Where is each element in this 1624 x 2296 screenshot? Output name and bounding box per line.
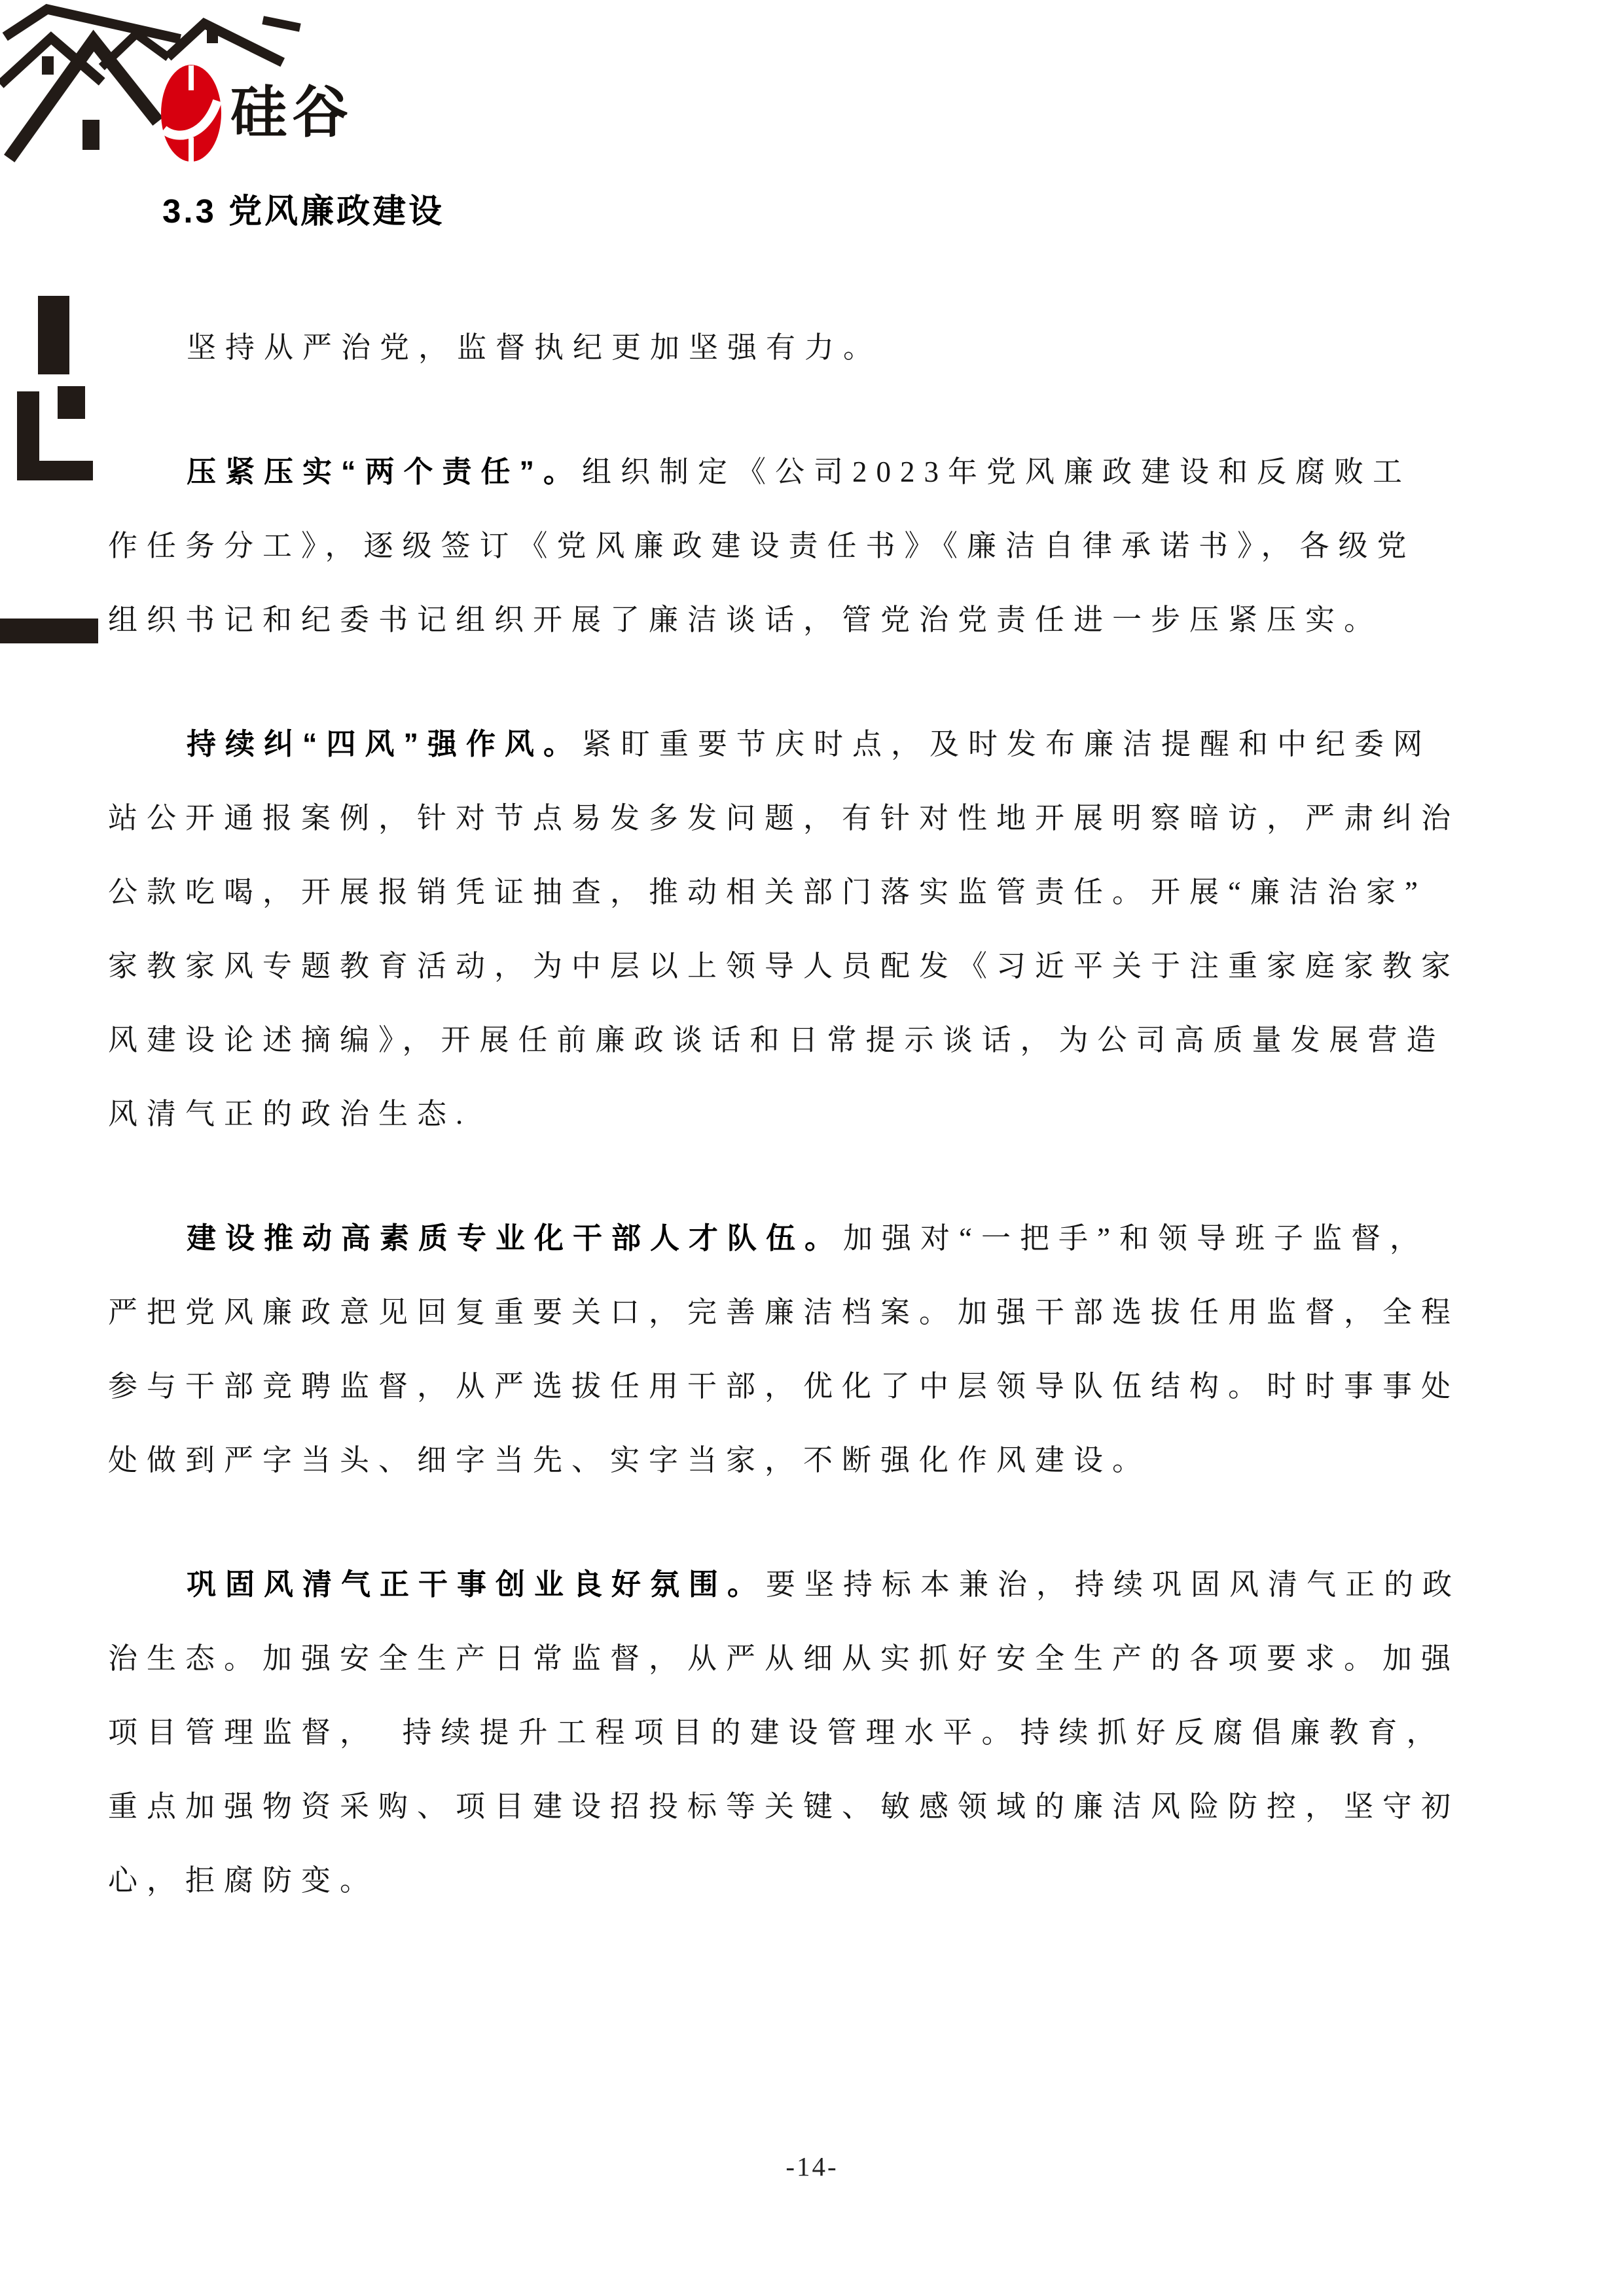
paragraph-text: 加强对“一把手”和领导班子监督， [843,1222,1428,1255]
paragraph-text: 紧盯重要节庆时点，及时发布廉洁提醒和中纪委网 [582,728,1432,761]
paragraph-text: 作任务分工》，逐级签订《党风廉政建设责任书》《廉洁自律承诺书》，各级党 [108,529,1416,562]
text-line [108,1018,1522,1092]
paragraph-lead-bold: 巩固风清气正干事创业良好氛围。 [187,1568,767,1601]
paragraph [108,326,1522,400]
text-line [108,1365,1522,1439]
paragraph-text: 坚持从严治党，监督执纪更加坚强有力。 [187,331,882,364]
paragraph-text: 公款吃喝，开展报销凭证抽查，推动相关部门落实监管责任。开展“廉洁治家” [108,876,1427,908]
text-line [108,1092,1522,1166]
page-number: -14- [785,2151,839,2181]
paragraph-text: 参与干部竞聘监督，从严选拔任用干部，优化了中层领导队伍结构。时时事事处 [108,1370,1460,1403]
paragraph-lead-bold: 持续纠“四风”强作风。 [187,727,583,761]
paragraph-text: 心，拒腐防变。 [108,1864,379,1897]
brand-name: 硅谷 [230,81,353,144]
text-line [108,598,1522,672]
paragraph [108,723,1522,1166]
chimney-2 [82,120,99,150]
text-line [108,1785,1522,1859]
logo-mark-l-foot [17,461,93,480]
text-line [108,1291,1522,1365]
logo-mark-block [38,296,69,374]
paragraph-text: 组织书记和纪委书记组织开展了廉洁谈话，管党治党责任进一步压紧压实。 [108,603,1383,636]
paragraph-text: 严把党风廉政意见回复重要关口，完善廉洁档案。加强干部选拔任用监督，全程 [108,1296,1460,1329]
paragraph [108,1563,1522,1933]
content [108,326,1522,1933]
paragraph-text: 重点加强物资采购、项目建设招投标等关键、敏感领域的廉洁风险防控，坚守初 [108,1790,1460,1823]
paragraph-lead-bold: 建设推动高素质专业化干部人才队伍。 [187,1221,844,1255]
paragraph [108,450,1522,672]
paragraph-text: 风建设论述摘编》，开展任前廉政谈话和日常提示谈话，为公司高质量发展营造 [108,1024,1445,1056]
text-line [108,450,1522,524]
paragraph-text: 站公开通报案例，针对节点易发多发问题，有针对性地开展明察暗访，严肃纠治 [108,802,1460,834]
paragraph [108,1217,1522,1513]
paragraph-text: 要坚持标本兼治，持续巩固风清气正的政 [766,1568,1462,1601]
text-line [108,524,1522,598]
chimney-3 [207,30,218,43]
text-line [108,1217,1522,1291]
logo-mark-square [58,386,85,419]
roof-line-5 [171,24,278,60]
paragraph-text: 治生态。加强安全生产日常监督，从严从细从实抓好安全生产的各项要求。加强 [108,1642,1460,1675]
text-line [108,326,1522,400]
text-line [108,944,1522,1018]
text-line [108,870,1522,944]
paragraph-text: 组织制定《公司2023年党风廉政建设和反腐败工 [582,456,1412,488]
text-line [108,723,1522,797]
roof-dash [267,21,296,27]
text-line [108,1859,1522,1933]
text-line [108,797,1522,870]
text-line [108,1563,1522,1637]
section-heading: 3.3 党风廉政建设 [162,192,445,230]
paragraph-lead-bold: 压紧压实“两个责任”。 [187,455,583,488]
text-line [108,1711,1522,1785]
text-line [108,1637,1522,1711]
chimney-1 [42,56,54,75]
logo-red-badge [161,65,221,162]
paragraph-text: 风清气正的政治生态. [108,1098,473,1130]
paragraph-text: 处做到严字当头、细字当先、实字当家，不断强化作风建设。 [108,1444,1151,1477]
logo-mark-dash [0,619,98,643]
paragraph-text: 项目管理监督， 持续提升工程项目的建设管理水平。持续抓好反腐倡廉教育， [108,1716,1445,1749]
paragraph-text: 家教家风专题教育活动，为中层以上领导人员配发《习近平关于注重家庭家教家 [108,950,1460,982]
text-line [108,1439,1522,1513]
